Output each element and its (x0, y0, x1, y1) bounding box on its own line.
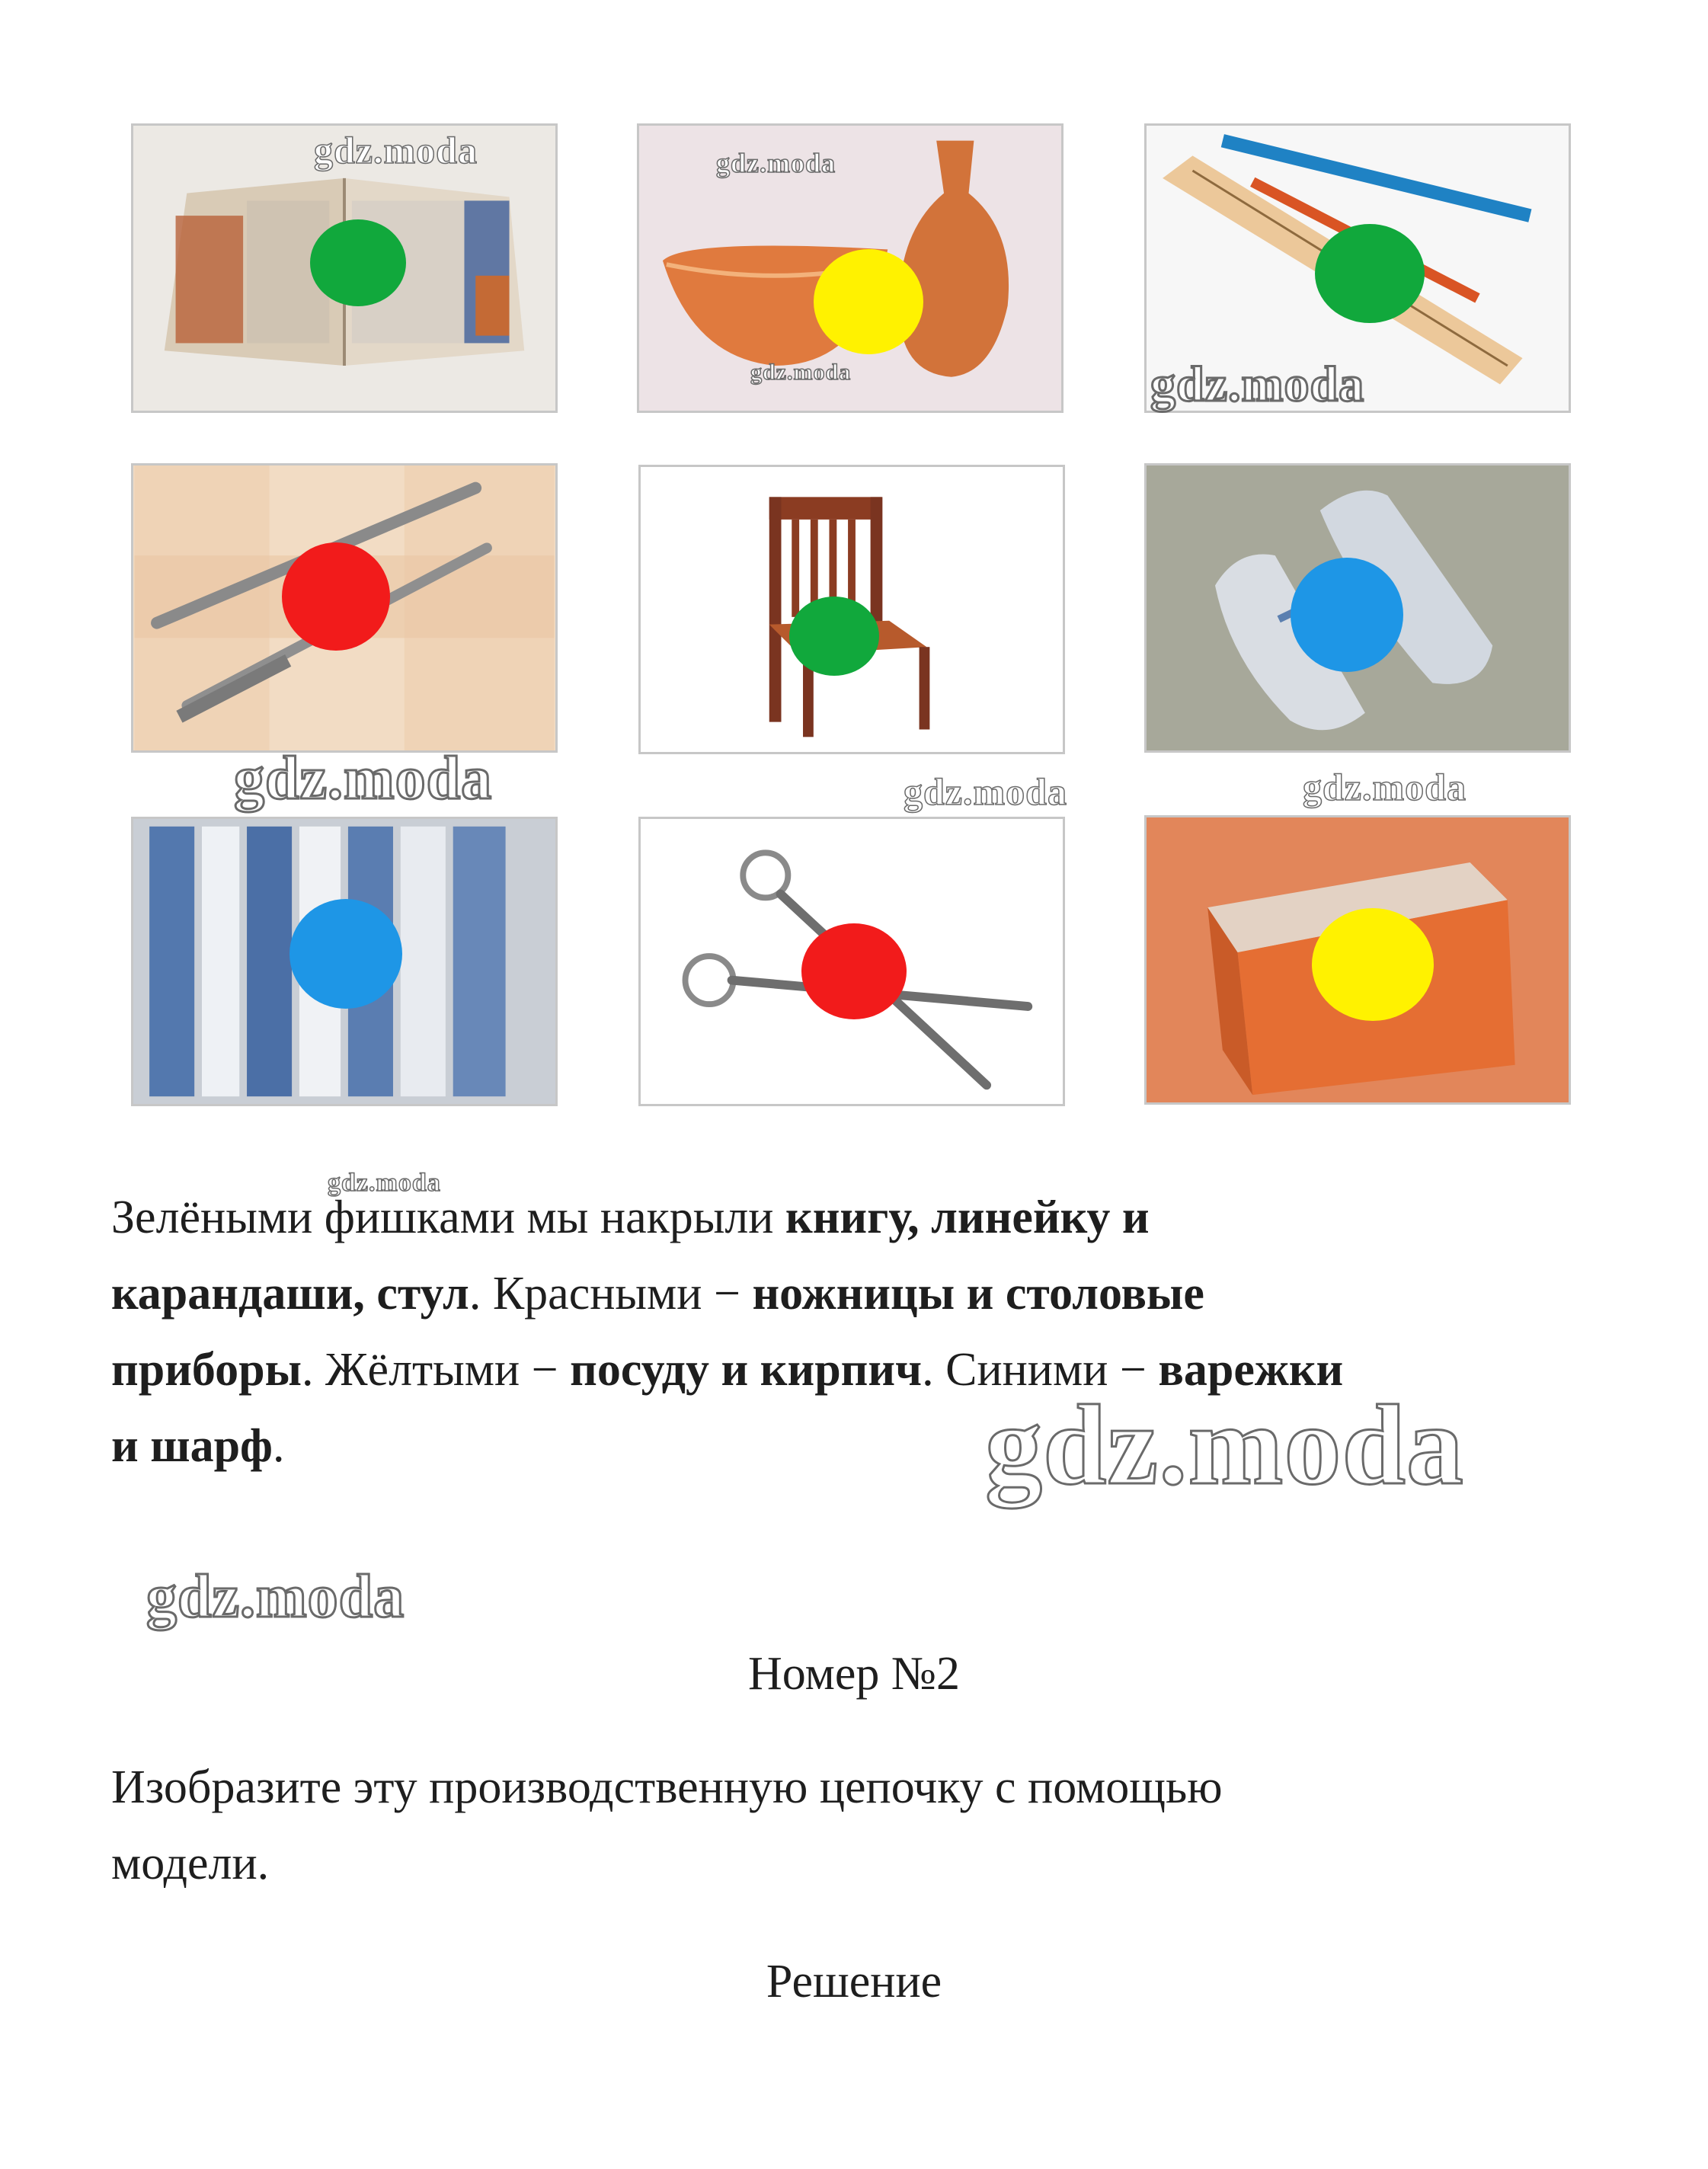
watermark: gdz.moda (146, 1563, 405, 1630)
answer-blue-items: варежки и шарф (111, 1344, 1344, 1472)
watermark: gdz.moda (750, 360, 852, 385)
green-chip-book (310, 219, 406, 306)
watermark: gdz.moda (314, 129, 478, 171)
green-chip-ruler-and-pencils (1315, 224, 1425, 323)
red-chip-knife-and-fork (282, 542, 390, 651)
blue-chip-scarf (289, 899, 402, 1009)
solution-label: Решение (766, 1956, 942, 2007)
task-text: Изобразите эту производственную цепочку с помощью модели. (111, 1761, 1223, 1889)
watermark: gdz.moda (716, 148, 836, 178)
answer-green-items: книгу, линейку и карандаши, стул (111, 1192, 1150, 1320)
blue-chip-mittens (1291, 558, 1403, 672)
answer-text: Зелёными фишками мы накрыли (111, 1192, 785, 1243)
watermark: gdz.moda (1303, 766, 1467, 808)
green-chip-chair (789, 597, 879, 676)
answer-yellow-items: посуду и кирпич (570, 1344, 923, 1396)
answer-text: . Синими − (922, 1344, 1159, 1396)
answer-red-items: ножницы и столовые приборы (111, 1268, 1204, 1396)
watermark: gdz.moda (234, 745, 493, 812)
red-chip-scissors (801, 923, 907, 1019)
watermark: gdz.moda (328, 1169, 441, 1197)
answer-text: . (272, 1420, 285, 1472)
watermark: gdz.moda (1150, 357, 1365, 412)
task-heading: Номер №2 (747, 1648, 960, 1700)
watermark: gdz.moda (985, 1382, 1464, 1508)
yellow-chip-bowl-and-vase (814, 249, 923, 354)
answer-text: . Красными − (469, 1268, 753, 1320)
answer-paragraph (111, 1179, 1361, 1484)
watermark: gdz.moda (904, 770, 1067, 813)
answer-text: . Жёлтыми − (302, 1344, 571, 1396)
yellow-chip-brick (1312, 908, 1434, 1021)
